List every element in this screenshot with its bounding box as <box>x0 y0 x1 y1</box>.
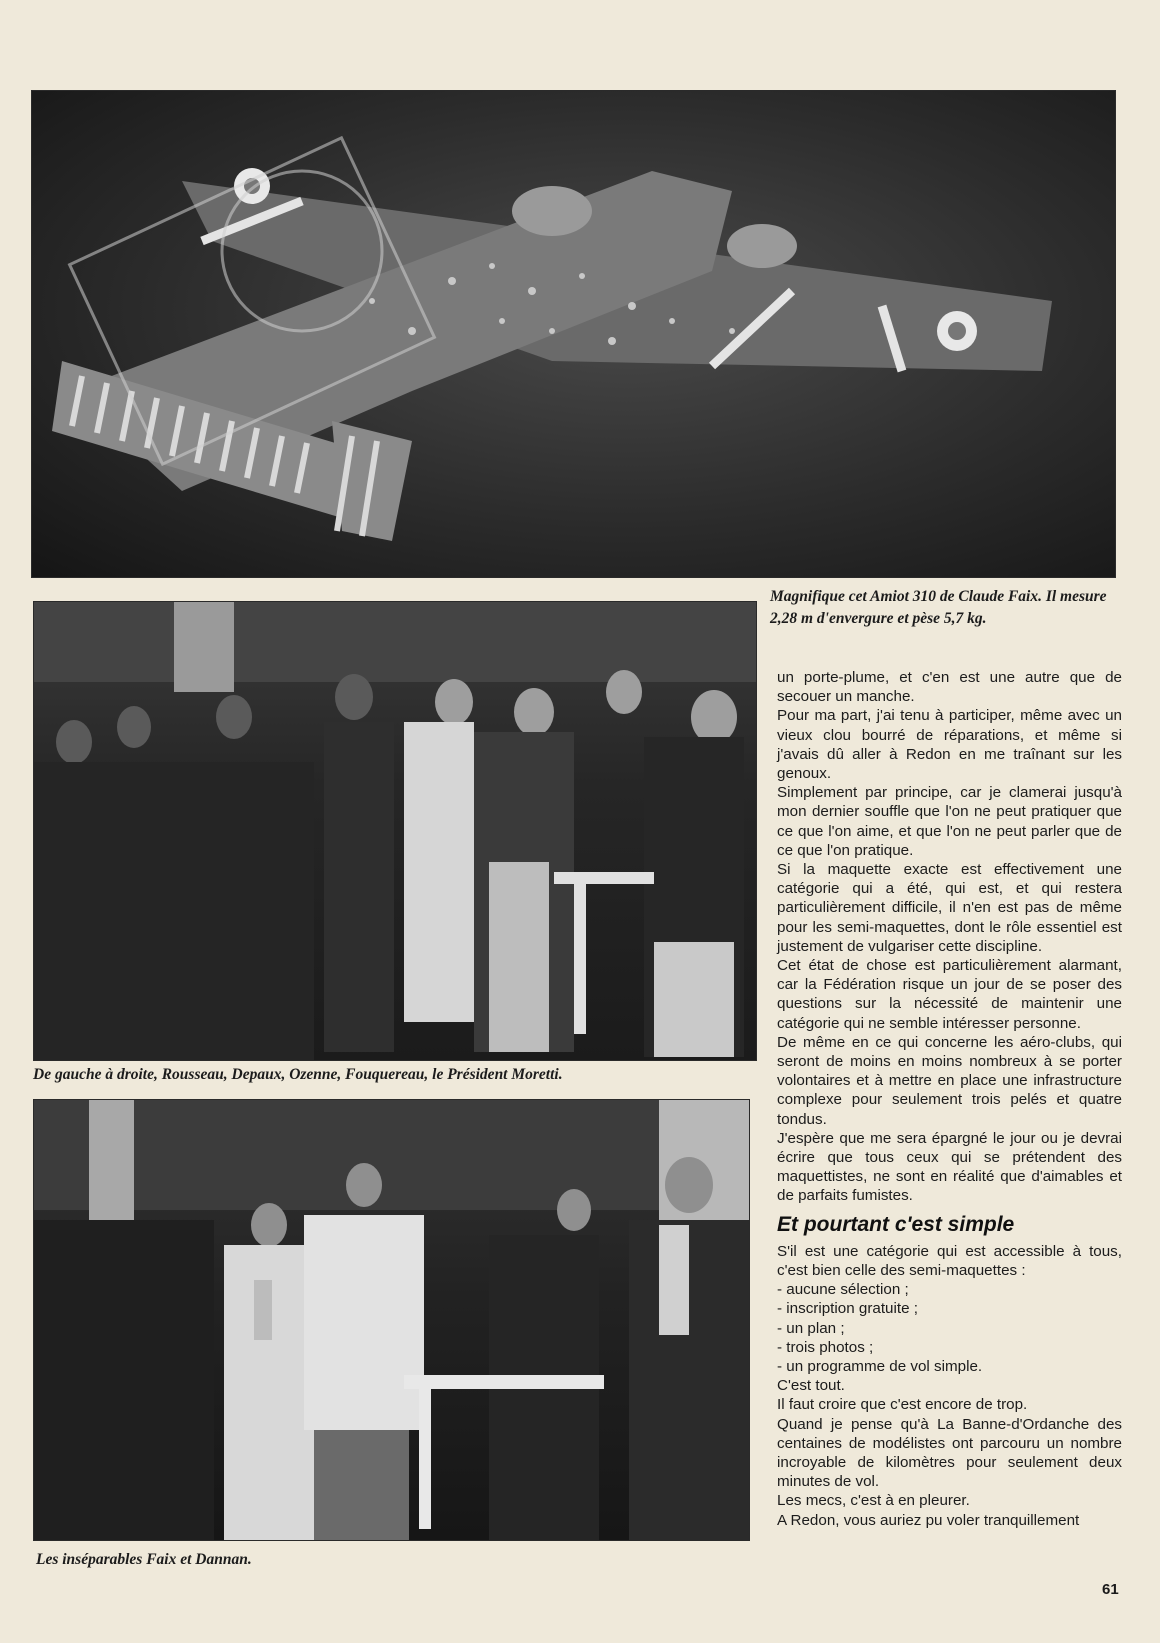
page-number: 61 <box>1102 1581 1119 1598</box>
section-heading: Et pourtant c'est simple <box>777 1212 1015 1236</box>
prize-group-photo <box>33 601 757 1061</box>
list-item: - inscription gratuite ; <box>777 1300 918 1318</box>
article-paragraph: S'il est une catégorie qui est accessible à tous, c'est bien celle des semi-maquettes : <box>777 1242 1122 1279</box>
amiot-310-photo <box>31 90 1116 578</box>
crowd-illustration-1 <box>34 602 756 1060</box>
article-paragraph: un porte-plume, et c'en est une autre que de secouer un manche. <box>777 669 1122 706</box>
list-item: - un plan ; <box>777 1319 845 1337</box>
article-column <box>777 668 1122 1530</box>
caption-group: De gauche à droite, Rousseau, Depaux, Ozenne, Fouquereau, le Président Moretti. <box>33 1066 563 1083</box>
article-paragraph: Quand je pense qu'à La Banne-d'Ordanche des centaines de modélistes ont parcouru un nombre incroyable de kilomètres pour seulement deux minutes de vol. <box>777 1415 1122 1491</box>
list-item: - un programme de vol simple. <box>777 1357 983 1375</box>
list-item: - trois photos ; <box>777 1338 874 1356</box>
article-paragraph: C'est tout. <box>777 1377 845 1395</box>
requirements-list <box>777 1280 1122 1376</box>
caption-plane: Magnifique cet Amiot 310 de Claude Faix. Il mesure 2,28 m d'envergure et pèse 5,7 kg. <box>770 588 1107 627</box>
article-paragraph: Simplement par principe, car je clamerai jusqu'à mon dernier souffle que l'on ne peut pratiquer que ce que l'on aime, et que l'on ne peut parler que de ce que l'on pratique. <box>777 784 1122 859</box>
list-item: - aucune sélection ; <box>777 1281 909 1299</box>
faix-dannan-photo <box>33 1099 750 1541</box>
article-paragraph: De même en ce qui concerne les aéro-clubs, qui seront de moins en moins nombreux à se porter volontaires et à mettre en place une infrastructure complexe pour seulement trois pelés et quatre tondus. <box>777 1033 1122 1128</box>
article-paragraph: Cet état de chose est particulièrement alarmant, car la Fédération risque un jour de se poser des questions sur la nécessité de maintenir une catégorie qui ne semble intéresser personne. <box>777 957 1122 1032</box>
article-paragraph: Si la maquette exacte est effectivement une catégorie qui a été, qui est, et qui restera particulièrement difficile, il n'en est pas de même pour les semi-maquettes, dont le rôle essentiel est justement de vulgariser cette discipline. <box>777 861 1122 955</box>
caption-faix-dannan: Les inséparables Faix et Dannan. <box>36 1551 252 1568</box>
article-paragraph: Il faut croire que c'est encore de trop. <box>777 1396 1028 1414</box>
article-paragraph: J'espère que me sera épargné le jour ou je devrai écrire que tous ceux qui se prétendent des maquettistes, ne sont en réalité que d'aimables et de parfaits fumistes. <box>777 1129 1122 1205</box>
crowd-illustration-2 <box>34 1100 749 1540</box>
article-paragraph: A Redon, vous auriez pu voler tranquillement <box>777 1511 1080 1529</box>
article-paragraph: Les mecs, c'est à en pleurer. <box>777 1492 970 1510</box>
article-paragraph: Pour ma part, j'ai tenu à participer, même avec un vieux clou bourré de réparations, et même si j'avais dû aller à Redon en me traînant sur les genoux. <box>777 707 1122 783</box>
plane-illustration <box>32 91 1115 577</box>
